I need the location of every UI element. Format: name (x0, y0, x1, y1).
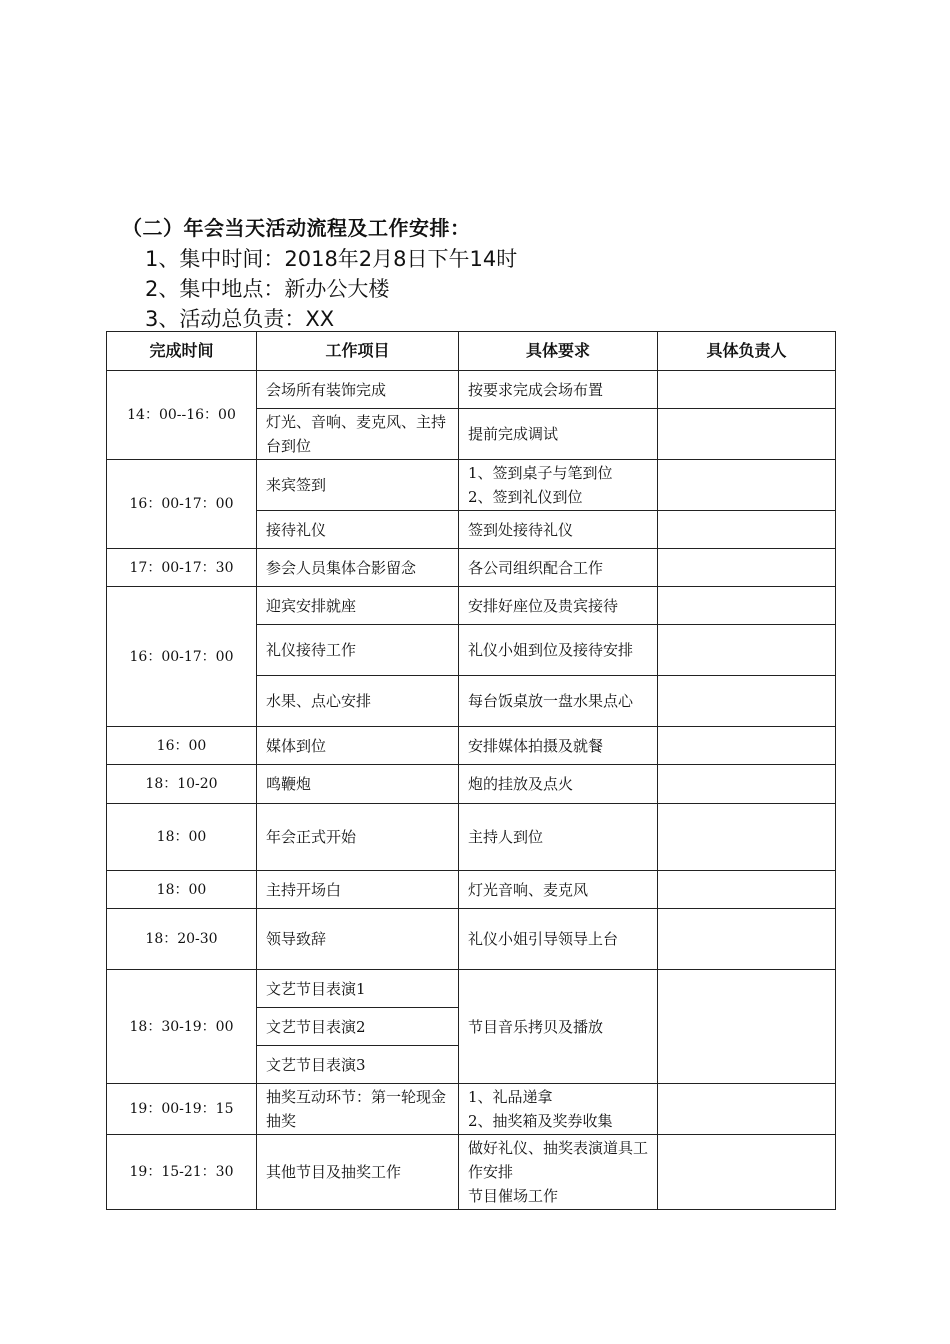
table-row (107, 804, 836, 871)
owner-cell (658, 1084, 836, 1135)
owner-cell (658, 460, 836, 511)
requirement-cell: 礼仪小姐引导领导上台 (459, 909, 658, 970)
time-cell: 18：30-19：00 (107, 970, 257, 1084)
time-cell: 16：00-17：00 (107, 460, 257, 549)
time-cell: 14：00--16：00 (107, 371, 257, 460)
owner-cell (658, 909, 836, 970)
time-cell: 18：00 (107, 871, 257, 909)
schedule-table (106, 331, 836, 1210)
item-cell: 主持开场白 (257, 871, 459, 909)
item-cell: 迎宾安排就座 (257, 587, 459, 625)
owner-cell (658, 549, 836, 587)
item-cell: 文艺节目表演2 (257, 1008, 459, 1046)
table-row (107, 1135, 836, 1210)
col-header-item: 工作项目 (257, 332, 459, 371)
item-cell: 文艺节目表演3 (257, 1046, 459, 1084)
owner-cell (658, 625, 836, 676)
time-cell: 16：00-17：00 (107, 587, 257, 727)
requirement-cell: 安排好座位及贵宾接待 (459, 587, 658, 625)
col-header-owner: 具体负责人 (658, 332, 836, 371)
owner-cell (658, 676, 836, 727)
time-cell: 18：20-30 (107, 909, 257, 970)
item-cell: 文艺节目表演1 (257, 970, 459, 1008)
item-cell: 抽奖互动环节：第一轮现金抽奖 (257, 1084, 459, 1135)
requirement-cell: 炮的挂放及点火 (459, 765, 658, 804)
table-row (107, 727, 836, 765)
owner-cell (658, 409, 836, 460)
item-cell: 年会正式开始 (257, 804, 459, 871)
requirement-cell: 1、签到桌子与笔到位 2、签到礼仪到位 (459, 460, 658, 511)
requirement-cell: 提前完成调试 (459, 409, 658, 460)
table-row (107, 970, 836, 1008)
owner-cell (658, 727, 836, 765)
owner-cell (658, 804, 836, 871)
item-cell: 鸣鞭炮 (257, 765, 459, 804)
time-cell: 18：00 (107, 804, 257, 871)
table-row (107, 765, 836, 804)
time-cell: 19：15-21：30 (107, 1135, 257, 1210)
item-cell: 礼仪接待工作 (257, 625, 459, 676)
requirement-cell: 签到处接待礼仪 (459, 511, 658, 549)
item-cell: 水果、点心安排 (257, 676, 459, 727)
requirement-cell: 每台饭桌放一盘水果点心 (459, 676, 658, 727)
time-cell: 19：00-19：15 (107, 1084, 257, 1135)
item-cell: 其他节目及抽奖工作 (257, 1135, 459, 1210)
owner-cell (658, 371, 836, 409)
table-row (107, 1084, 836, 1135)
requirement-cell: 安排媒体拍摄及就餐 (459, 727, 658, 765)
item-cell: 来宾签到 (257, 460, 459, 511)
table-row (107, 371, 836, 409)
owner-cell (658, 1135, 836, 1210)
requirement-cell: 礼仪小姐到位及接待安排 (459, 625, 658, 676)
item-cell: 会场所有装饰完成 (257, 371, 459, 409)
table-row (107, 549, 836, 587)
owner-cell (658, 970, 836, 1084)
table-row (107, 909, 836, 970)
requirement-cell: 1、礼品递拿 2、抽奖箱及奖券收集 (459, 1084, 658, 1135)
gathering-place: 2、集中地点：新办公大楼 (145, 277, 390, 301)
item-cell: 媒体到位 (257, 727, 459, 765)
item-cell: 领导致辞 (257, 909, 459, 970)
item-cell: 灯光、音响、麦克风、主持台到位 (257, 409, 459, 460)
requirement-cell: 主持人到位 (459, 804, 658, 871)
time-cell: 16：00 (107, 727, 257, 765)
requirement-cell: 各公司组织配合工作 (459, 549, 658, 587)
requirement-cell: 按要求完成会场布置 (459, 371, 658, 409)
owner-cell (658, 587, 836, 625)
table-row (107, 587, 836, 625)
gathering-time: 1、集中时间：2018年2月8日下午14时 (145, 247, 518, 271)
item-cell: 参会人员集体合影留念 (257, 549, 459, 587)
col-header-requirement: 具体要求 (459, 332, 658, 371)
owner-cell (658, 765, 836, 804)
item-cell: 接待礼仪 (257, 511, 459, 549)
requirement-cell: 灯光音响、麦克风 (459, 871, 658, 909)
activity-lead: 3、活动总负责：XX (145, 307, 335, 331)
owner-cell (658, 871, 836, 909)
section-heading: （二）年会当天活动流程及工作安排： (122, 216, 471, 240)
requirement-cell: 节目音乐拷贝及播放 (459, 970, 658, 1084)
table-row (107, 871, 836, 909)
requirement-cell: 做好礼仪、抽奖表演道具工作安排 节目催场工作 (459, 1135, 658, 1210)
time-cell: 18：10-20 (107, 765, 257, 804)
owner-cell (658, 511, 836, 549)
table-row (107, 460, 836, 511)
time-cell: 17：00-17：30 (107, 549, 257, 587)
table-header-row (107, 332, 836, 371)
col-header-time: 完成时间 (107, 332, 257, 371)
